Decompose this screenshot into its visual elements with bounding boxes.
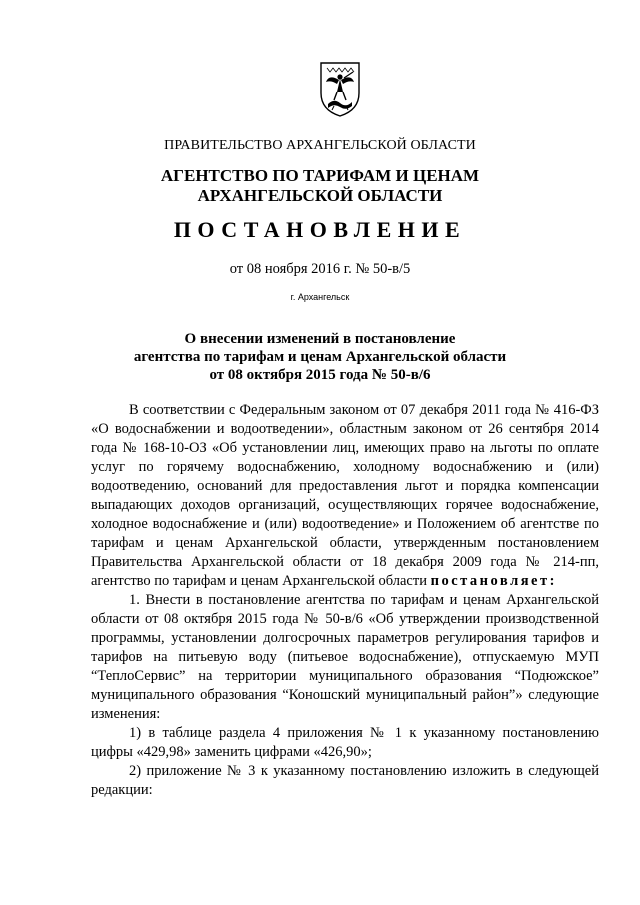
coat-of-arms-emblem-icon — [318, 60, 362, 118]
document-body — [91, 401, 599, 800]
resolution-keyword: постановляет: — [430, 573, 557, 589]
subject-line2: агентства по тарифам и ценам Архангельской области — [133, 349, 507, 365]
document-subject — [0, 330, 640, 384]
paragraph-item-1: 1. Внести в постановление агентства по тарифам и ценам Архангельской области от 08 октября 2015 года № 50-в/6 «Об утверждении производственной программы, установлении долгосрочных параметров регулирования тарифов и тарифов на питьевую воду (питьевое водоснабжение), отпускаемую МУП “ТеплоСервис” на территории муниципального образования “Подюжское” муниципального образования “Коношский муниципальный район”» следующие изменения: — [91, 592, 599, 722]
document-city: г. Архангельск — [290, 292, 350, 302]
agency-name — [0, 166, 640, 206]
paragraph-subitem-1: 1) в таблице раздела 4 приложения № 1 к указанному постановлению цифры «429,98» заменить цифрами «426,90»; — [91, 725, 599, 760]
document-title: ПОСТАНОВЛЕНИЕ — [173, 217, 467, 242]
government-name: ПРАВИТЕЛЬСТВО АРХАНГЕЛЬСКОЙ ОБЛАСТИ — [164, 138, 476, 153]
agency-name-line1: АГЕНТСТВО ПО ТАРИФАМ И ЦЕНАМ — [160, 166, 480, 185]
agency-name-line2: АРХАНГЕЛЬСКОЙ ОБЛАСТИ — [197, 186, 443, 205]
subject-line3: от 08 октября 2015 года № 50-в/6 — [209, 367, 431, 383]
preamble-text: В соответствии с Федеральным законом от 07 декабря 2011 года № 416-ФЗ «О водоснабжении и водоотведении», областным законом от 26 сентября 2014 года № 168-10-ОЗ «Об установлении лиц, имеющих право на льготы по оплате услуг по горячему водоснабжению, холодному водоснабжению и (или) водоотведению, оснований для предоставления льгот и порядка компенсации выпадающих доходов организаций, осуществляющих горячее водоснабжение, холодное водоснабжение и (или) водоотведение» и Положением об агентстве по тарифам и ценам Архангельской области, утвержденным постановлением Правительства Архангельской области от 18 декабря 2009 года № 214-пп, агентство по тарифам и ценам Архангельской области — [91, 402, 599, 589]
paragraph-preamble — [91, 401, 599, 591]
paragraph-subitem-2: 2) приложение № 3 к указанному постановлению изложить в следующей редакции: — [91, 763, 599, 798]
subject-line1: О внесении изменений в постановление — [184, 331, 456, 347]
document-date-number: от 08 ноября 2016 г. № 50-в/5 — [229, 261, 411, 277]
